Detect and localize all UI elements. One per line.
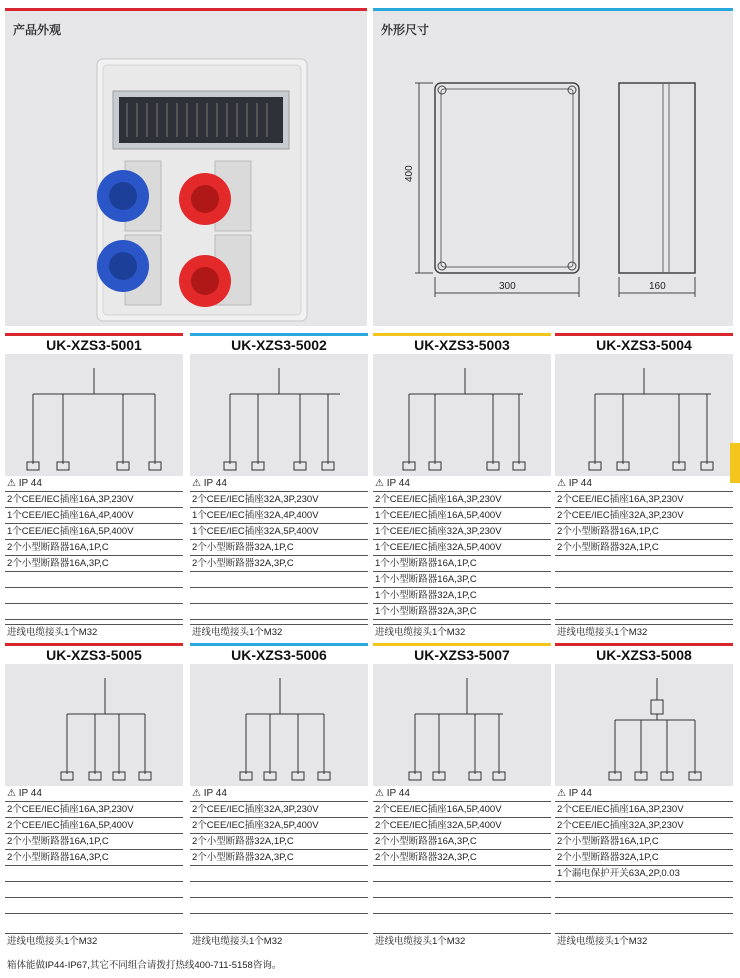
depth-label: 160 [649,281,666,292]
wiring-diagram [5,354,183,476]
spec-row: 2个CEE/IEC插座16A,3P,230V [555,492,733,508]
wiring-diagram [5,664,183,786]
model-card [373,643,551,947]
footnote: 箱体能做IP44-IP67,其它不同组合请拨打热线400-711-5158咨询。 [7,960,282,971]
spec-row: 1个CEE/IEC插座16A,5P,400V [5,524,183,540]
dimensions-section [373,8,733,326]
height-label: 400 [404,165,415,182]
ip-rating: ⚠ IP 44 [373,476,551,492]
ip-rating: ⚠ IP 44 [5,786,183,802]
model-card [190,643,368,947]
spec-row [5,572,183,588]
spec-row [5,866,183,882]
spec-row: 2个小型断路器16A,1P,C [5,540,183,556]
model-name: UK-XZS3-5004 [555,336,733,354]
spec-row [373,866,551,882]
width-label: 300 [499,281,516,292]
spec-row [5,898,183,914]
spec-row: 2个CEE/IEC插座32A,3P,230V [190,492,368,508]
spec-row [190,882,368,898]
ip-rating: ⚠ IP 44 [190,786,368,802]
cable-entry: 进线电缆接头1个M32 [555,933,733,948]
spec-row: 1个CEE/IEC插座32A,4P,400V [190,508,368,524]
spec-row: 1个小型断路器16A,3P,C [373,572,551,588]
spec-row [555,604,733,620]
spec-row: 1个漏电保护开关63A,2P,0.03 [555,866,733,882]
spec-row: 2个CEE/IEC插座32A,3P,230V [555,508,733,524]
spec-row: 2个CEE/IEC插座32A,3P,230V [190,802,368,818]
spec-row: 2个CEE/IEC插座32A,5P,400V [373,818,551,834]
model-name: UK-XZS3-5003 [373,336,551,354]
spec-row: 2个CEE/IEC插座16A,3P,230V [5,492,183,508]
spec-row [555,588,733,604]
ip-rating: ⚠ IP 44 [555,786,733,802]
spec-row [555,882,733,898]
wiring-diagram [373,354,551,476]
spec-row [5,588,183,604]
spec-row: 1个CEE/IEC插座32A,3P,230V [373,524,551,540]
spec-row: 2个小型断路器16A,1P,C [555,834,733,850]
spec-row: 2个小型断路器16A,3P,C [373,834,551,850]
dimensions-title: 外形尺寸 [381,23,430,37]
spec-row [555,556,733,572]
spec-row [190,572,368,588]
spec-row: 2个CEE/IEC插座16A,3P,230V [555,802,733,818]
ip-rating: ⚠ IP 44 [555,476,733,492]
spec-row: 2个小型断路器32A,3P,C [190,850,368,866]
spec-row: 1个CEE/IEC插座16A,5P,400V [373,508,551,524]
appearance-title: 产品外观 [13,23,62,37]
model-name: UK-XZS3-5005 [5,646,183,664]
spec-row: 2个小型断路器32A,3P,C [373,850,551,866]
spec-row: 2个小型断路器16A,3P,C [5,850,183,866]
ip-rating: ⚠ IP 44 [5,476,183,492]
spec-row [5,604,183,620]
spec-row [190,898,368,914]
spec-row: 1个小型断路器32A,3P,C [373,604,551,620]
spec-row: 1个CEE/IEC插座32A,5P,400V [373,540,551,556]
wiring-diagram [555,664,733,786]
dimension-drawing [373,11,733,326]
spec-row: 2个小型断路器32A,1P,C [555,850,733,866]
wiring-diagram [555,354,733,476]
wiring-diagram [190,354,368,476]
spec-row: 2个小型断路器16A,1P,C [555,524,733,540]
model-name: UK-XZS3-5001 [5,336,183,354]
cable-entry: 进线电缆接头1个M32 [373,933,551,948]
model-card [373,333,551,638]
spec-row: 2个小型断路器16A,1P,C [5,834,183,850]
model-card [555,643,733,947]
model-card [5,643,183,947]
cable-entry: 进线电缆接头1个M32 [5,933,183,948]
spec-row: 2个CEE/IEC插座16A,3P,230V [373,492,551,508]
cable-entry: 进线电缆接头1个M32 [190,933,368,948]
spec-row: 1个CEE/IEC插座16A,4P,400V [5,508,183,524]
spec-row: 2个小型断路器32A,1P,C [190,834,368,850]
ip-rating: ⚠ IP 44 [190,476,368,492]
model-name: UK-XZS3-5007 [373,646,551,664]
spec-row: 2个CEE/IEC插座16A,3P,230V [5,802,183,818]
spec-row: 2个CEE/IEC插座16A,5P,400V [373,802,551,818]
spec-row [373,898,551,914]
model-card [190,333,368,638]
spec-row: 1个CEE/IEC插座32A,5P,400V [190,524,368,540]
model-card [555,333,733,638]
model-name: UK-XZS3-5006 [190,646,368,664]
spec-row: 2个CEE/IEC插座32A,5P,400V [190,818,368,834]
model-name: UK-XZS3-5002 [190,336,368,354]
ip-rating: ⚠ IP 44 [373,786,551,802]
spec-row: 1个小型断路器32A,1P,C [373,588,551,604]
wiring-diagram [373,664,551,786]
side-tab [730,443,740,483]
cable-entry: 进线电缆接头1个M32 [373,624,551,639]
cable-entry: 进线电缆接头1个M32 [5,624,183,639]
cable-entry: 进线电缆接头1个M32 [190,624,368,639]
spec-row: 2个小型断路器32A,3P,C [190,556,368,572]
model-name: UK-XZS3-5008 [555,646,733,664]
model-card [5,333,183,638]
cable-entry: 进线电缆接头1个M32 [555,624,733,639]
spec-row: 2个小型断路器16A,3P,C [5,556,183,572]
spec-row: 2个CEE/IEC插座32A,3P,230V [555,818,733,834]
spec-row: 2个小型断路器32A,1P,C [555,540,733,556]
spec-row: 2个CEE/IEC插座16A,5P,400V [5,818,183,834]
spec-row: 1个小型断路器16A,1P,C [373,556,551,572]
wiring-diagram [190,664,368,786]
spec-row [555,572,733,588]
spec-row [555,898,733,914]
product-photo [5,11,367,326]
spec-row [190,866,368,882]
spec-row [190,604,368,620]
spec-row [5,882,183,898]
spec-row [190,588,368,604]
spec-row [373,882,551,898]
spec-row: 2个小型断路器32A,1P,C [190,540,368,556]
product-appearance-section [5,8,367,326]
